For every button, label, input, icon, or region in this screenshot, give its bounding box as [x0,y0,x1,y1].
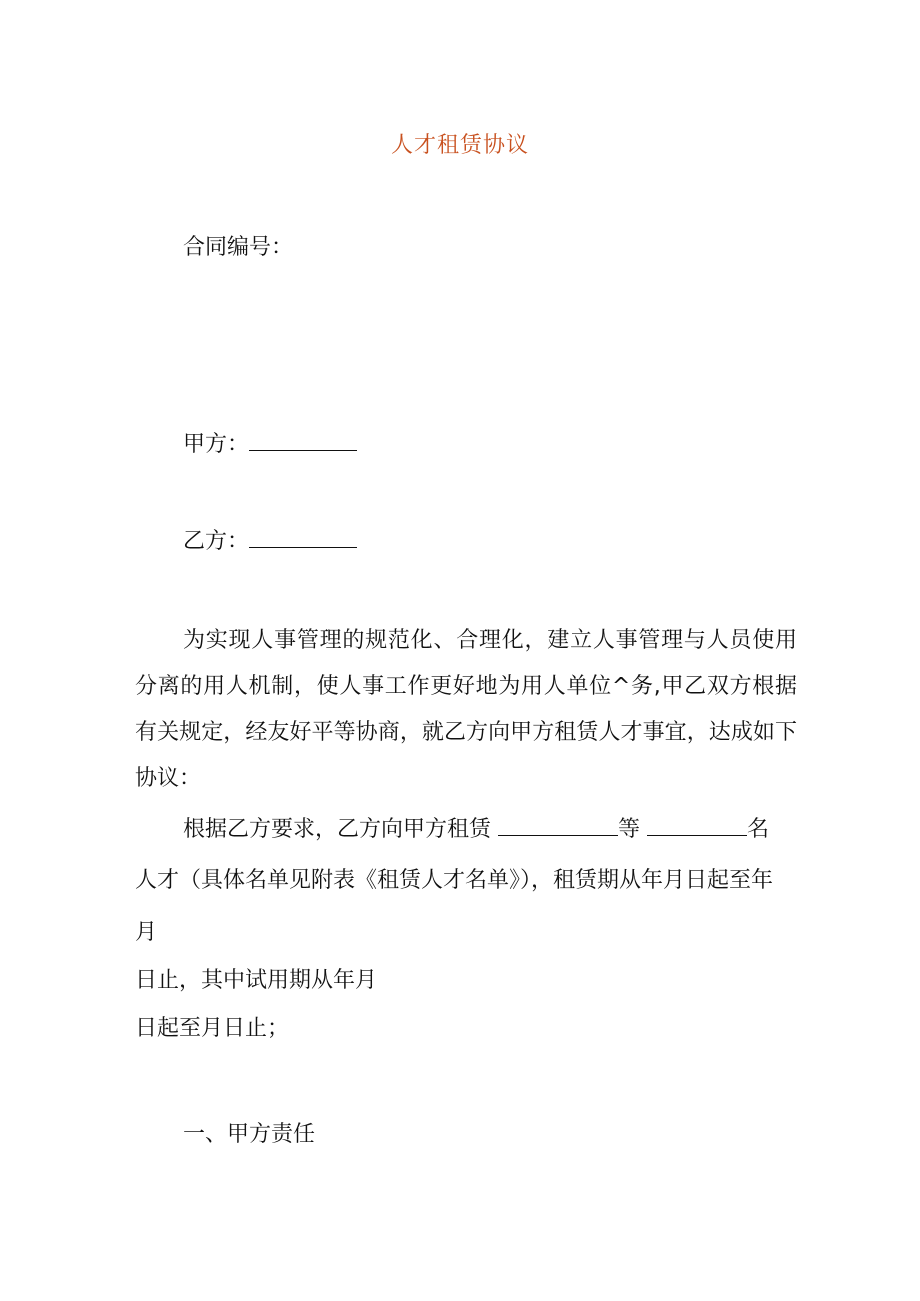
section-1-heading: 一、甲方责任 [183,1122,316,1147]
talent-count-blank [647,813,747,836]
clause-part3: 名 [747,817,770,842]
document-title: 人才租赁协议 [390,133,529,158]
clause-part2: 等 [618,817,641,842]
clause-line-1 [183,813,769,845]
preamble-paragraph: 为实现人事管理的规范化、合理化，建立人事管理与人员使用分离的用人机制，使人事工作更好地为用人单位^务,甲乙双方根据有关规定，经友好平等协商，就乙方向甲方租赁人才事宜，达成如下协议： [135,628,797,791]
clause-line-3: 月 [135,920,158,945]
party-b-label: 乙方： [183,529,250,554]
clause-line-2: 人才（具体名单见附表《租赁人才名单》），租赁期从年月日起至年 [135,868,774,893]
party-b-line [183,525,357,557]
clause-part1: 根据乙方要求，乙方向甲方租赁 [183,817,492,842]
contract-number-label: 合同编号： [183,235,294,260]
party-b-blank [249,525,357,548]
clause-line-4: 日止，其中试用期从年月 [135,968,378,993]
talent-name-blank [498,813,618,836]
clause-line-5: 日起至月日止； [135,1016,290,1041]
party-a-line [183,428,357,460]
party-a-blank [249,428,357,451]
party-a-label: 甲方： [183,432,250,457]
